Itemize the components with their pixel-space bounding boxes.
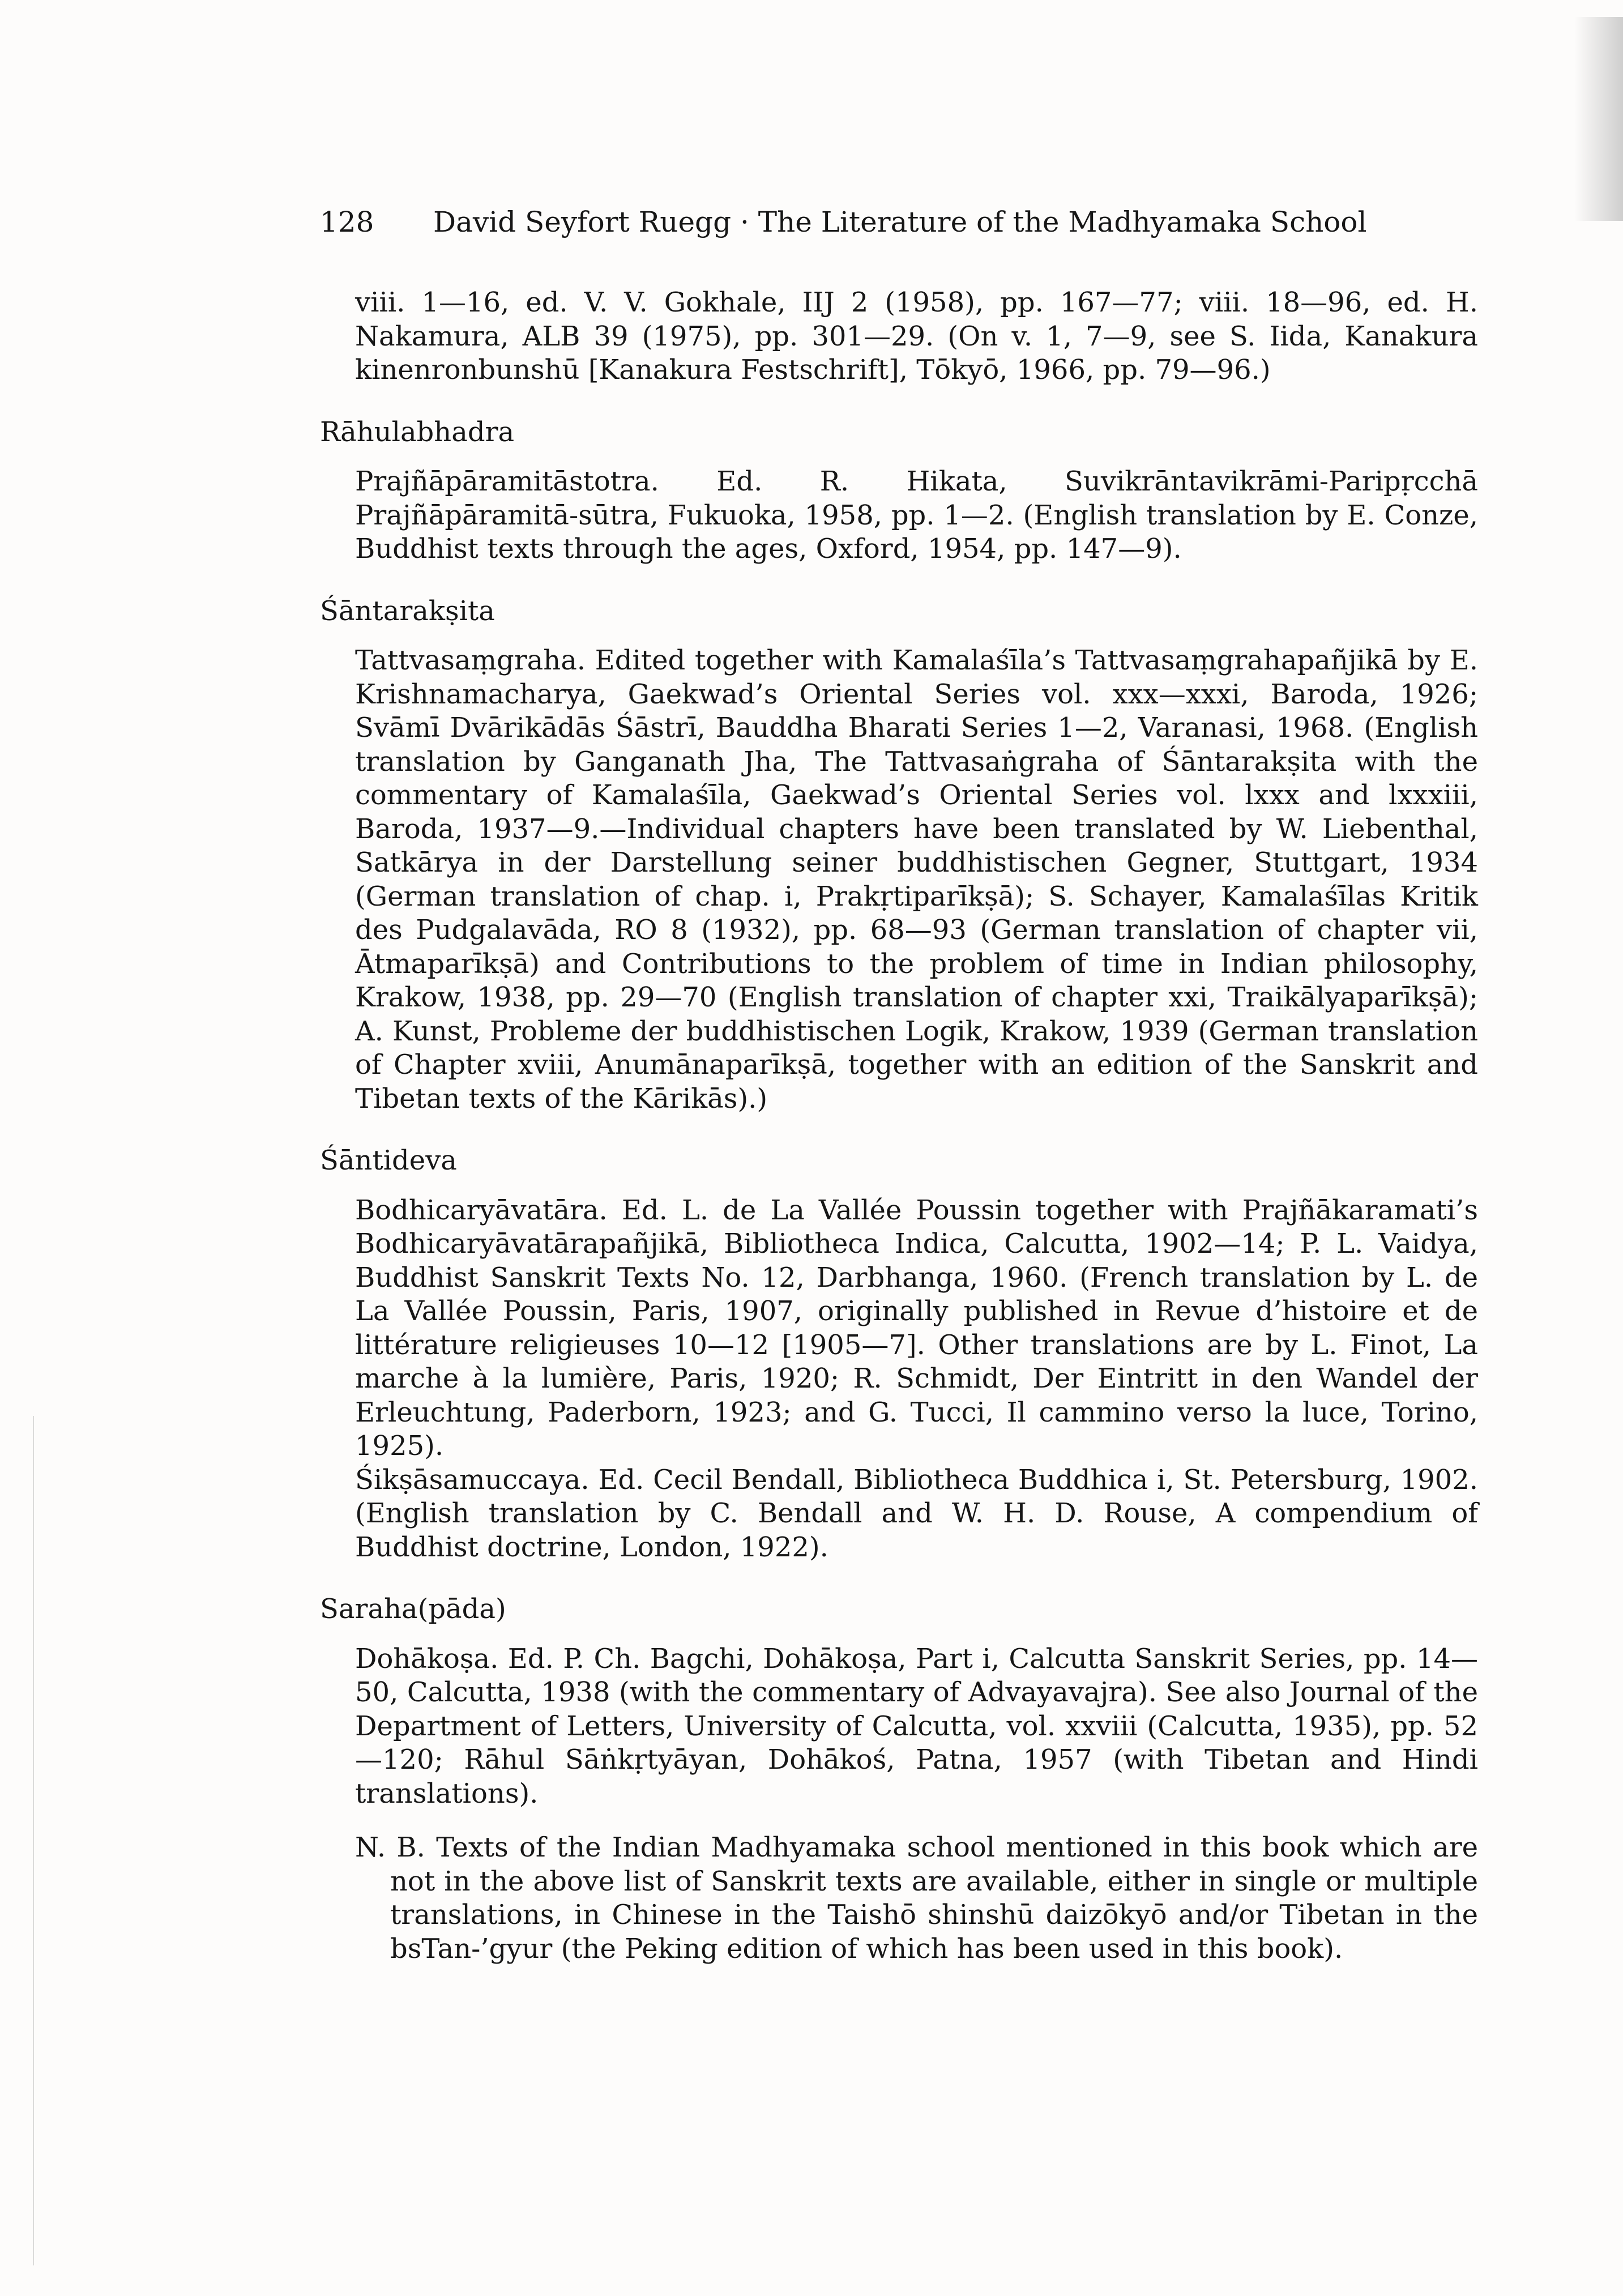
binding-shadow	[1574, 17, 1623, 221]
author-heading: Rāhulabhadra	[320, 416, 515, 448]
entry-santaraksita	[320, 595, 1478, 1116]
entry-rahulabhadra	[320, 416, 1478, 566]
entry-continuation	[320, 286, 1478, 387]
author-heading: Śāntideva	[320, 1145, 457, 1176]
author-heading: Śāntarakṣita	[320, 595, 495, 627]
author-heading: Saraha(pāda)	[320, 1593, 506, 1625]
page-header	[320, 202, 1396, 242]
running-title: David Seyfort Ruegg · The Literature of the Madhyamaka School	[433, 206, 1367, 238]
entry-text: Tattvasaṃgraha. Edited together with Kamalaśīla’s Tattvasaṃgrahapañjikā by E. Krishnamacharya, Gaekwad’s Oriental Series vol. xxx—xxxi, Baroda, 1926; Svāmī Dvārikādās Śāstrī, Bauddha Bharati Series 1—2, Varanasi, 1968. (English translation by Ganganath Jha, The Tattvasaṅgraha of Śāntarakṣita with the commentary of Kamalaśīla, Gaekwad’s Oriental Series vol. lxxx and lxxxiii, Baroda, 1937—9.—Individual chapters have been translated by W. Liebenthal, Satkārya in der Darstellung seiner buddhistischen Gegner, Stuttgart, 1934 (German translation of chap. i, Prakṛtiparīkṣā); S. Schayer, Kamalaśīlas Kritik des Pudgalavāda, RO 8 (1932), pp. 68—93 (German translation of chapter vii, Ātmaparīkṣā) and Contributions to the problem of time in Indian philosophy, Krakow, 1938, pp. 29—70 (English translation of chapter xxi, Traikālyaparīkṣā); A. Kunst, Probleme der buddhistischen Logik, Krakow, 1939 (German translation of Chapter xviii, Anumānaparīkṣā, together with an edition of the Sanskrit and Tibetan texts of the Kārikās).)	[355, 645, 1478, 1115]
entry-text: Bodhicaryāvatāra. Ed. L. de La Vallée Poussin together with Prajñākaramati’s Bodhicaryāvatārapañjikā, Bibliotheca Indica, Calcutta, 1902—14; P. L. Vaidya, Buddhist Sanskrit Texts No. 12, Darbhanga, 1960. (French translation by L. de La Vallée Poussin, Paris, 1907, originally published in Revue d’histoire et de littérature religieuses 10—12 [1905—7]. Other translations are by L. Finot, La marche à la lumière, Paris, 1920; R. Schmidt, Der Eintritt in den Wandel der Erleuchtung, Paderborn, 1923; and G. Tucci, Il cammino verso la luce, Torino, 1925).	[355, 1194, 1478, 1462]
page-number: 128	[320, 206, 374, 238]
scan-margin-line	[33, 1416, 34, 2265]
entry-text: Śikṣāsamuccaya. Ed. Cecil Bendall, Bibliotheca Buddhica i, St. Petersburg, 1902. (English translation by C. Bendall and W. H. D. Rouse, A compendium of Buddhist doctrine, London, 1922).	[355, 1463, 1478, 1563]
entry-santideva	[320, 1144, 1478, 1564]
entry-saraha	[320, 1593, 1478, 1811]
bibliography-content	[320, 286, 1478, 1966]
entry-text: Dohākoṣa. Ed. P. Ch. Bagchi, Dohākoṣa, Part i, Calcutta Sanskrit Series, pp. 14—50, Calcutta, 1938 (with the commentary of Advayavajra). See also Journal of the Department of Letters, University of Calcutta, vol. xxviii (Calcutta, 1935), pp. 52—120; Rāhul Sāṅkṛtyāyan, Dohākoś, Patna, 1957 (with Tibetan and Hindi translations).	[355, 1642, 1478, 1810]
entry-text: Prajñāpāramitāstotra. Ed. R. Hikata, Suvikrāntavikrāmi-Paripṛcchā Prajñāpāramitā-sūtra, Fukuoka, 1958, pp. 1—2. (English translation by E. Conze, Buddhist texts through the ages, Oxford, 1954, pp. 147—9).	[355, 466, 1478, 565]
entry-text: viii. 1—16, ed. V. V. Gokhale, IIJ 2 (1958), pp. 167—77; viii. 18—96, ed. H. Nakamura, ALB 39 (1975), pp. 301—29. (On v. 1, 7—9, see S. Iida, Kanakura kinenronbunshū [Kanakura Festschrift], Tōkyō, 1966, pp. 79—96.)	[355, 287, 1478, 386]
nb-note: N. B. Texts of the Indian Madhyamaka school mentioned in this book which are not in the above list of Sanskrit texts are available, either in single or multiple translations, in Chinese in the Taishō shinshū daizōkyō and/or Tibetan in the bsTan-’gyur (the Peking edition of which has been used in this book).	[355, 1832, 1478, 1965]
